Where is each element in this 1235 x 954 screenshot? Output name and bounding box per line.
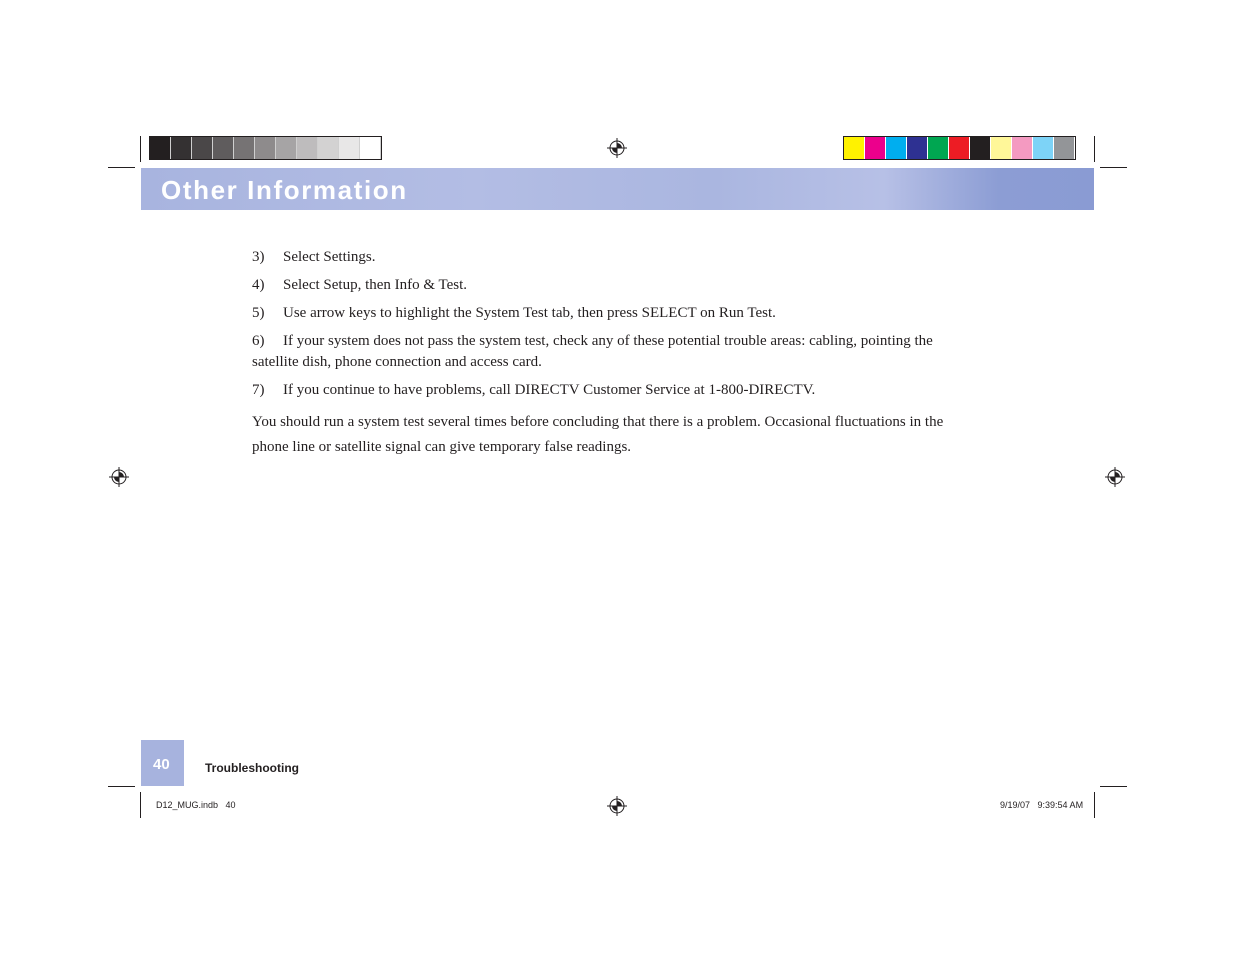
color-swatch	[907, 137, 928, 159]
crop-mark-top-left-h	[108, 167, 135, 168]
crop-mark-bottom-right-h	[1100, 786, 1127, 787]
color-swatch	[1012, 137, 1033, 159]
color-swatch	[297, 137, 318, 159]
color-swatch	[1054, 137, 1075, 159]
color-swatch	[339, 137, 360, 159]
registration-mark-icon	[607, 796, 627, 816]
color-swatch	[192, 137, 213, 159]
content-body	[252, 247, 957, 460]
step-text: If you continue to have problems, call DIRECTV Customer Service at 1-800-DIRECTV.	[283, 382, 816, 398]
color-swatch	[150, 137, 171, 159]
color-swatch	[276, 137, 297, 159]
color-swatch	[318, 137, 339, 159]
page-number-tab	[141, 740, 184, 786]
step-number: 5)	[252, 305, 265, 321]
registration-mark-icon	[607, 138, 627, 158]
color-swatch	[886, 137, 907, 159]
grayscale-color-bar	[149, 136, 382, 160]
step-text: If your system does not pass the system test, check any of these potential trouble areas: cabling, pointing the satellite dish, phone connection and access card.	[252, 333, 933, 370]
section-name: Troubleshooting	[205, 761, 299, 775]
color-swatch	[1033, 137, 1054, 159]
page-number: 40	[153, 756, 170, 773]
color-swatch	[213, 137, 234, 159]
registration-mark-icon	[1105, 467, 1125, 487]
print-slug-date: 9/19/07 9:39:54 AM	[1000, 800, 1084, 810]
color-swatch	[171, 137, 192, 159]
crop-mark-top-right-h	[1100, 167, 1127, 168]
step-number: 6)	[252, 333, 265, 349]
crop-mark-top-left-v	[140, 136, 141, 162]
color-swatch	[844, 137, 865, 159]
registration-mark-icon	[109, 467, 129, 487]
crop-mark-top-right-v	[1094, 136, 1095, 162]
list-item	[252, 247, 957, 268]
header-banner	[141, 168, 1094, 210]
crop-mark-bottom-left-v	[140, 792, 141, 818]
list-item	[252, 380, 957, 401]
step-text: Use arrow keys to highlight the System Test tab, then press SELECT on Run Test.	[283, 305, 776, 321]
step-number: 4)	[252, 277, 265, 293]
crop-mark-bottom-right-v	[1094, 792, 1095, 818]
crop-mark-bottom-left-h	[108, 786, 135, 787]
color-swatch	[949, 137, 970, 159]
step-number: 3)	[252, 249, 265, 265]
color-swatch	[360, 137, 381, 159]
color-swatch	[255, 137, 276, 159]
color-swatch	[928, 137, 949, 159]
list-item	[252, 303, 957, 324]
process-color-bar	[843, 136, 1076, 160]
color-swatch	[970, 137, 991, 159]
color-swatch	[234, 137, 255, 159]
print-slug-file: D12_MUG.indb 40	[156, 800, 236, 810]
page-title: Other Information	[161, 175, 408, 205]
step-number: 7)	[252, 382, 265, 398]
note-paragraph: You should run a system test several times before concluding that there is a problem. Occasional fluctuations in the phone line or satellite signal can give temporary false readings.	[252, 414, 944, 455]
color-swatch	[865, 137, 886, 159]
list-item	[252, 331, 957, 373]
step-text: Select Settings.	[283, 249, 376, 265]
step-text: Select Setup, then Info & Test.	[283, 277, 468, 293]
list-item	[252, 275, 957, 296]
color-swatch	[991, 137, 1012, 159]
